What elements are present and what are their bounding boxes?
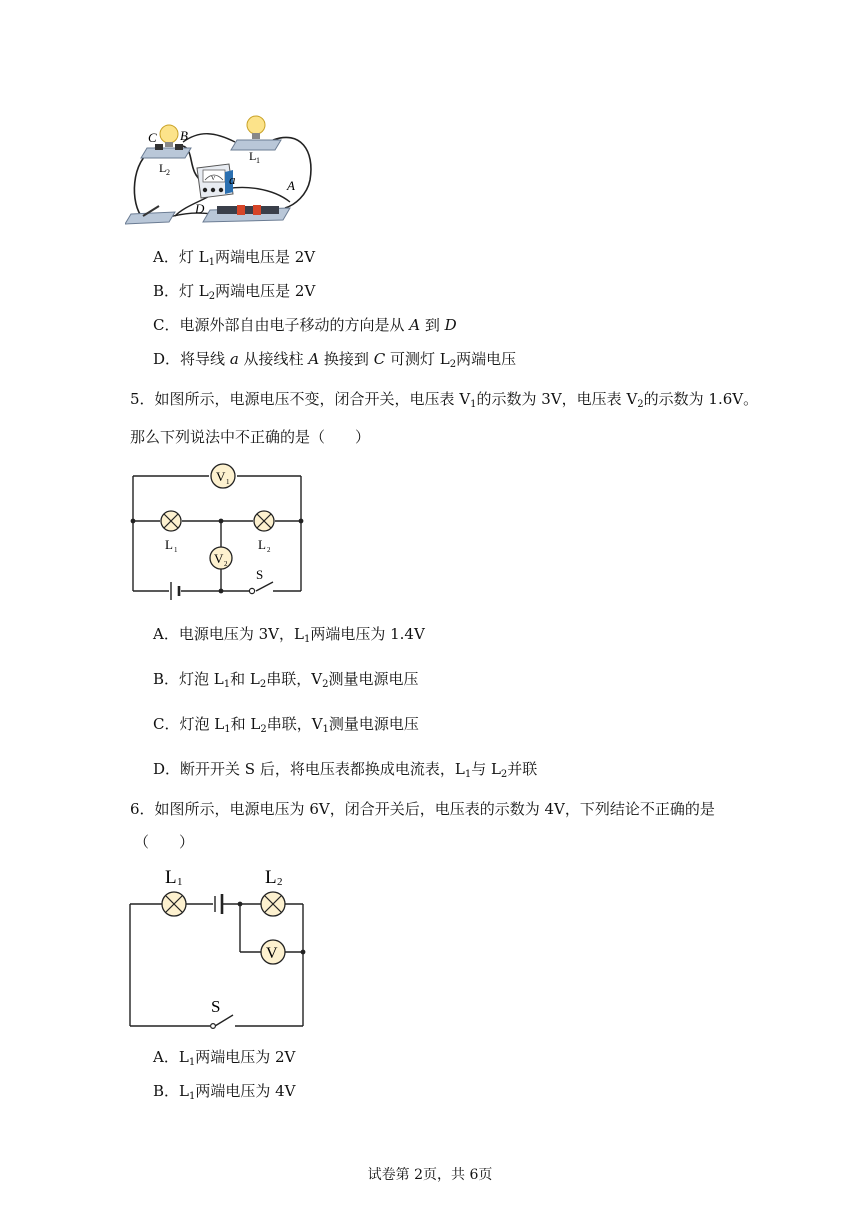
q4-label-a-wire: a: [229, 172, 236, 187]
q5-v1-label: V: [216, 469, 226, 484]
q4-option-d: D．将导线 a 从接线柱 A 换接到 C 可测灯 $L_2$两端电压: [153, 350, 517, 370]
q4-label-l1-sub: 1: [256, 156, 260, 165]
q4-option-b: B．灯 $L_2$两端电压是 2V: [153, 282, 316, 302]
q5-v2-label: V: [214, 551, 224, 566]
q5-option-c: C．灯泡 $L_1$和 $L_2$串联，$V_1$测量电源电压: [153, 715, 419, 735]
q6-v-label: V: [266, 945, 278, 962]
q4-label-b: B: [180, 128, 188, 143]
q6-l1-sub: 1: [177, 876, 183, 888]
q4-option-c: C．电源外部自由电子移动的方向是从 A 到 D: [153, 316, 457, 334]
page-footer: 试卷第 2页，共 6页: [367, 1167, 493, 1183]
q4-label-l2-sub: 2: [166, 168, 170, 177]
q4-label-l1: L: [249, 149, 257, 163]
q4-option-a: A．灯 $L_1$两端电压是 2V: [153, 248, 316, 268]
q5-v1-sub: 1: [226, 478, 230, 486]
q5-stem-line2: 那么下列说法中不正确的是（ ）: [130, 428, 371, 446]
q4-label-D: D: [195, 201, 205, 216]
q5-l2-sub: 2: [267, 546, 271, 554]
q6-s-label: S: [211, 997, 221, 1016]
q4-label-l2: L: [159, 161, 167, 175]
q5-v2-sub: 2: [224, 560, 228, 568]
q5-option-a: A．电源电压为 3V，$L_1$两端电压为 1.4V: [153, 625, 425, 645]
q4-label-c: C: [148, 130, 157, 145]
q5-circuit-figure: [125, 460, 310, 600]
q4-label-meter-v: V: [211, 176, 216, 182]
q6-l2-sub: 2: [277, 876, 283, 888]
q5-l1-sub: 1: [174, 546, 178, 554]
q6-l1-label: L: [165, 867, 177, 888]
q5-l1-label: L: [165, 537, 173, 552]
q6-l2-label: L: [265, 867, 277, 888]
q5-l2-label: L: [258, 537, 266, 552]
q6-stem-line2: （ ）: [134, 833, 195, 851]
q5-option-b: B．灯泡 $L_1$和 $L_2$串联，$V_2$测量电源电压: [153, 670, 419, 690]
q6-circuit-figure: [125, 858, 315, 1033]
q4-circuit-figure: [125, 110, 325, 228]
q6-option-a: A．$L_1$两端电压为 2V: [153, 1048, 296, 1068]
q5-option-d: D．断开开关 S 后，将电压表都换成电流表，$L_1$与 $L_2$并联: [153, 760, 538, 780]
q6-option-b: B．$L_1$两端电压为 4V: [153, 1082, 296, 1102]
q6-stem-line1: 6．如图所示，电源电压为 6V，闭合开关后，电压表的示数为 4V，下列结论不正确的是: [130, 800, 715, 818]
q5-stem-line1: 5．如图所示，电源电压不变，闭合开关，电压表 $V_1$的示数为 3V，电压表 $V_2$的示数为 1.6V。: [130, 390, 759, 410]
q4-label-A: A: [287, 178, 295, 193]
q5-s-label: S: [256, 567, 264, 582]
